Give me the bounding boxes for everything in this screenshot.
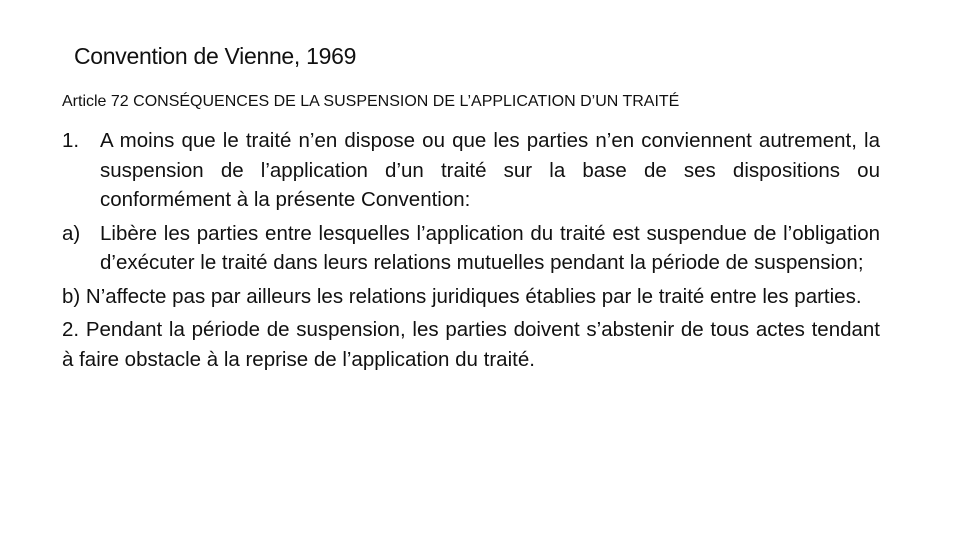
list-item [62, 219, 880, 278]
article-heading: Article 72 CONSÉQUENCES DE LA SUSPENSION DE L’APPLICATION D’UN TRAITÉ [62, 93, 680, 110]
list-item [62, 126, 880, 215]
list-marker: 1. [62, 129, 80, 152]
article-body [62, 126, 880, 378]
slide-title: Convention de Vienne, 1969 [74, 43, 357, 69]
paragraph-2: 2. Pendant la période de suspension, les parties doivent s’abstenir de tous actes tendant à faire obstacle à la reprise de l’application du traité. [62, 318, 880, 371]
paragraph-b: b) N’affecte pas par ailleurs les relations juridiques établies par le traité entre les parties. [62, 284, 862, 308]
list-marker: a) [62, 221, 81, 245]
list-item-text: Libère les parties entre lesquelles l’application du traité est suspendue de l’obligation d’exécuter le traité dans leurs relations mutuelles pendant la période de suspension; [100, 221, 880, 274]
list-item-text: A moins que le traité n’en dispose ou que les parties n’en conviennent autrement, la suspension de l’application d’un traité sur la base de ses dispositions ou conformément à la présente Convention: [100, 129, 880, 211]
